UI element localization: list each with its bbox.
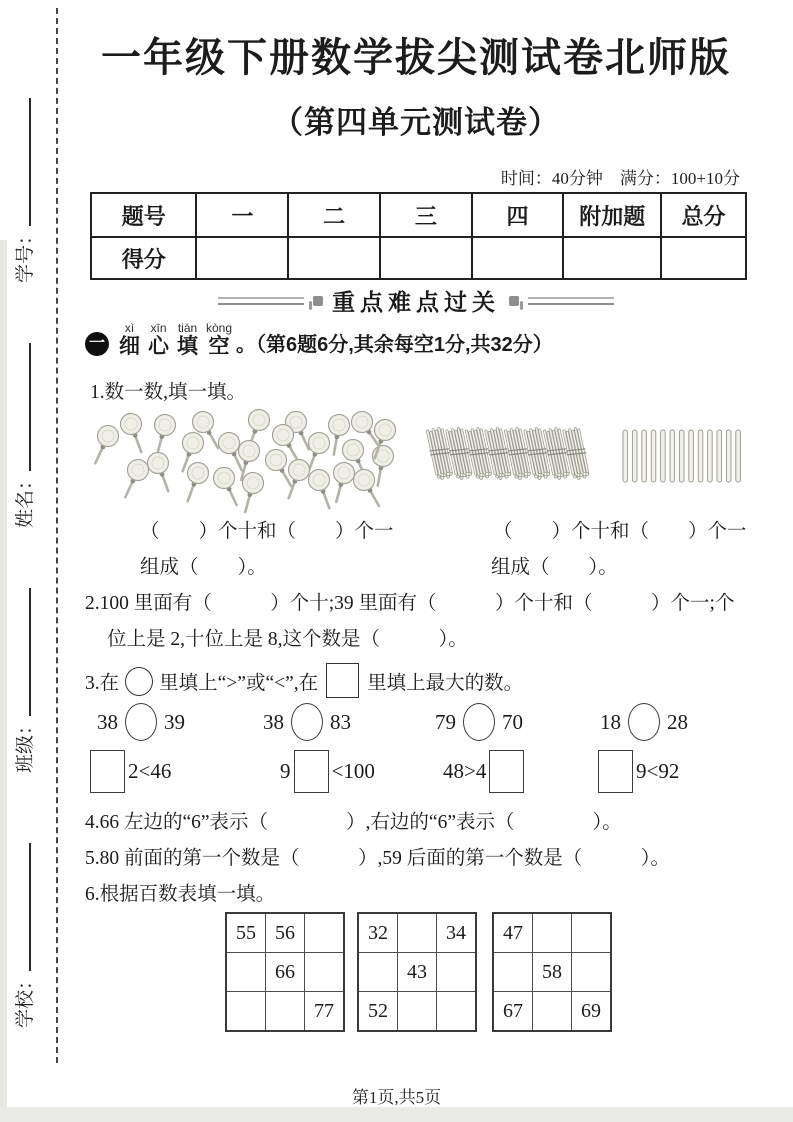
score-row-label: 得分 [91, 237, 196, 279]
question1-text: 1.数一数,填一填。 [90, 382, 247, 403]
answer-box [90, 750, 125, 793]
score-empty-cell [563, 237, 661, 279]
answer-box [598, 750, 633, 793]
grid-cell [226, 992, 266, 1032]
field-student-id [10, 98, 37, 283]
banner-ornament-right-icon [509, 296, 519, 306]
compare-circle [463, 703, 495, 741]
grid-cell [398, 913, 437, 953]
answer-box-icon [326, 663, 359, 698]
seal-dashed-line [56, 8, 58, 1063]
answer-box [489, 750, 524, 793]
time-score-line: 时间：40分钟 满分：100+10分 [500, 169, 740, 188]
question1-figures [85, 406, 745, 518]
score-header-cell: 总分 [661, 193, 746, 237]
field-student-id-label: 学号： [15, 225, 36, 283]
section1-score-note: 。（第6题6分,其余每空1分,共32分） [236, 334, 553, 356]
grid-cell: 52 [358, 992, 398, 1032]
score-header-cell: 附加题 [563, 193, 661, 237]
student-info-margin [10, 0, 56, 1122]
grid-cell [398, 992, 437, 1032]
grid-cell [305, 913, 345, 953]
grid-cell: 43 [398, 953, 437, 992]
score-empty-cell [288, 237, 380, 279]
score-header-cell: 题号 [91, 193, 196, 237]
grid-cell [533, 992, 572, 1032]
grid-cell [437, 992, 477, 1032]
grid-cell: 34 [437, 913, 477, 953]
compare-item: 38 39 [97, 703, 185, 741]
score-table-score-row [91, 237, 746, 279]
section-banner [85, 284, 747, 317]
pinyin: tián [177, 321, 198, 335]
student-info-rotated [10, 6, 56, 1118]
lollipops-figure [85, 406, 420, 518]
q1-fill-left-line1: （ ）个十和（ ）个一 [140, 521, 394, 542]
heading-char: xīn 心 [148, 321, 169, 358]
compare-circle [291, 703, 323, 741]
compare-item: 79 70 [435, 703, 523, 741]
grid-cell: 55 [226, 913, 266, 953]
banner-ornament-left-icon [313, 296, 323, 306]
field-name [10, 343, 37, 528]
field-name-label: 姓名： [15, 470, 36, 528]
grid-cell: 69 [572, 992, 612, 1032]
score-empty-cell [380, 237, 472, 279]
grid-cell [533, 913, 572, 953]
compare-item: 18 28 [600, 703, 688, 741]
grid-cell: 66 [266, 953, 305, 992]
question4-text: 4.66 左边的“6”表示（ ）,右边的“6”表示（ ）。 [85, 812, 622, 833]
max-digit-item: 48>4 [443, 750, 527, 793]
grid-cell: 32 [358, 913, 398, 953]
grid-cell: 67 [493, 992, 533, 1032]
banner-rule-right [528, 297, 614, 305]
grid-cell [305, 953, 345, 992]
field-class-label: 班级： [15, 715, 36, 773]
question3-text [85, 663, 523, 698]
grid-cell [572, 953, 612, 992]
score-table-header-row [91, 193, 746, 237]
section1-heading [85, 322, 553, 359]
grid-cell [437, 953, 477, 992]
compare-item: 38 83 [263, 703, 351, 741]
hundred-chart-grid [225, 912, 345, 1032]
q1-fill-right-line1: （ ）个十和（ ）个一 [493, 521, 747, 542]
compare-circle-icon [125, 667, 153, 696]
grid-cell [493, 953, 533, 992]
score-table [90, 192, 747, 280]
grid-cell: 58 [533, 953, 572, 992]
compare-circle [125, 703, 157, 741]
grid-cell [226, 953, 266, 992]
grid-cell [358, 953, 398, 992]
score-empty-cell [661, 237, 746, 279]
pinyin: xì [124, 321, 135, 335]
scan-edge-left [0, 240, 7, 1122]
q1-fill-right-line2: 组成（ ）。 [491, 557, 618, 578]
question5-text: 5.80 前面的第一个数是（ ）,59 后面的第一个数是（ ）。 [85, 848, 671, 869]
paper-title: 一年级下册数学拔尖测试卷北师版 [101, 35, 731, 80]
hundred-chart-grid [492, 912, 612, 1032]
section1-number-icon: 一 [85, 332, 109, 356]
field-class-blank [27, 588, 31, 716]
field-name-blank [27, 343, 31, 471]
field-school [10, 843, 37, 1028]
max-digit-item: 9<92 [595, 750, 679, 793]
field-class [10, 588, 37, 773]
max-digit-item: 9 <100 [280, 750, 375, 793]
score-header-cell: 一 [196, 193, 288, 237]
score-empty-cell [472, 237, 564, 279]
score-empty-cell [196, 237, 288, 279]
score-header-cell: 二 [288, 193, 380, 237]
q3-intro-post: 里填上最大的数。 [367, 673, 524, 694]
stick-bundles-figure [425, 416, 745, 506]
pinyin: xīn [150, 321, 167, 335]
pinyin: kòng [206, 321, 233, 335]
compare-circle [628, 703, 660, 741]
q3-intro-mid: 里填上“>”或“<”,在 [159, 673, 319, 694]
score-header-cell: 三 [380, 193, 472, 237]
banner-title: 重点难点过关 [332, 289, 500, 315]
banner-rule-left [218, 297, 304, 305]
grid-cell: 56 [266, 913, 305, 953]
scan-edge-bottom [0, 1107, 793, 1122]
heading-char: kòng 空 [206, 321, 233, 358]
max-digit-item: 2<46 [87, 750, 171, 793]
question6-text: 6.根据百数表填一填。 [85, 884, 276, 905]
field-school-label: 学校： [15, 970, 36, 1028]
heading-char: tián 填 [177, 321, 198, 358]
field-school-blank [27, 843, 31, 971]
grid-cell [266, 992, 305, 1032]
grid-cell: 47 [493, 913, 533, 953]
question2-line2: 位上是 2,十位上是 8,这个数是（ ）。 [107, 629, 468, 650]
hundred-chart-grid [357, 912, 477, 1032]
q3-intro-pre: 3.在 [85, 673, 120, 694]
grid-cell: 77 [305, 992, 345, 1032]
paper-subtitle: （第四单元测试卷） [272, 105, 560, 140]
score-header-cell: 四 [472, 193, 564, 237]
grid-cell [572, 913, 612, 953]
page-number: 第1页,共5页 [351, 1088, 442, 1107]
field-student-id-blank [27, 98, 31, 226]
q1-fill-left-line2: 组成（ ）。 [140, 557, 267, 578]
answer-box [294, 750, 329, 793]
question2-line1: 2.100 里面有（ ）个十;39 里面有（ ）个十和（ ）个一;个 [85, 593, 735, 614]
heading-char: xì 细 [119, 321, 140, 358]
